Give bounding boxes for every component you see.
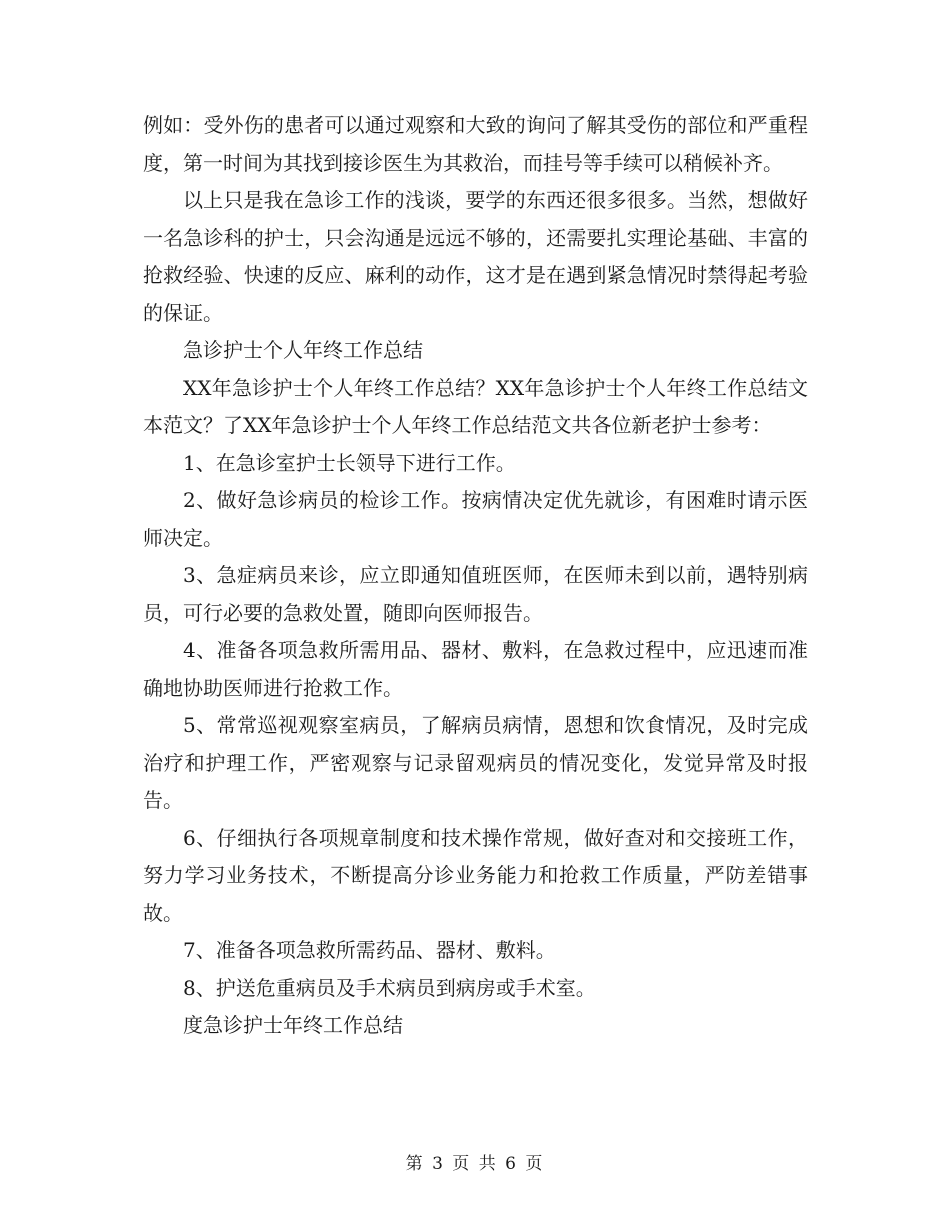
list-item-8: 8、护送危重病员及手术病员到病房或手术室。 (183, 975, 596, 1000)
section-heading: 急诊护士个人年终工作总结 (183, 338, 423, 362)
list-item-7: 7、准备各项急救所需药品、器材、敷料。 (183, 938, 556, 962)
list-item-3: 3、急症病员来诊，应立即通知值班医师，在医师未到以前，遇特别病员，可行必要的急救处置，随即向医师报告。 (143, 563, 808, 625)
paragraph-intro: XX年急诊护士个人年终工作总结？XX年急诊护士个人年终工作总结文本范文？了XX年急诊护士个人年终工作总结范文共各位新老护士参考： (143, 375, 808, 437)
list-item-5: 5、常常巡视观察室病员，了解病员病情，恩想和饮食情况，及时完成治疗和护理工作，严密观察与记录留观病员的情况变化，发觉异常及时报告。 (143, 713, 808, 812)
paragraph-closing: 以上只是我在急诊工作的浅谈，要学的东西还很多很多。当然，想做好一名急诊科的护士，只会沟通是远远不够的，还需要扎实理论基础、丰富的抢救经验、快速的反应、麻利的动作，这才是在遇到紧急情况时禁得起考验的保证。 (143, 188, 808, 325)
list-item-1: 1、在急诊室护士长领导下进行工作。 (183, 450, 516, 475)
list-item-6: 6、仔细执行各项规章制度和技术操作常规，做好查对和交接班工作，努力学习业务技术，不断提高分诊业务能力和抢救工作质量，严防差错事故。 (143, 825, 808, 925)
document-body (143, 107, 808, 1045)
list-item-2: 2、做好急诊病员的检诊工作。按病情决定优先就诊，有困难时请示医师决定。 (143, 488, 808, 550)
page-number-footer: 第 3 页 共 6 页 (405, 1154, 545, 1174)
section-heading-2: 度急诊护士年终工作总结 (183, 1013, 403, 1037)
list-item-4: 4、准备各项急救所需用品、器材、敷料，在急救过程中，应迅速而准确地协助医师进行抢救工作。 (143, 638, 808, 700)
paragraph-continuation: 例如：受外伤的患者可以通过观察和大致的询问了解其受伤的部位和严重程度，第一时间为其找到接诊医生为其救治，而挂号等手续可以稍候补齐。 (143, 113, 808, 175)
